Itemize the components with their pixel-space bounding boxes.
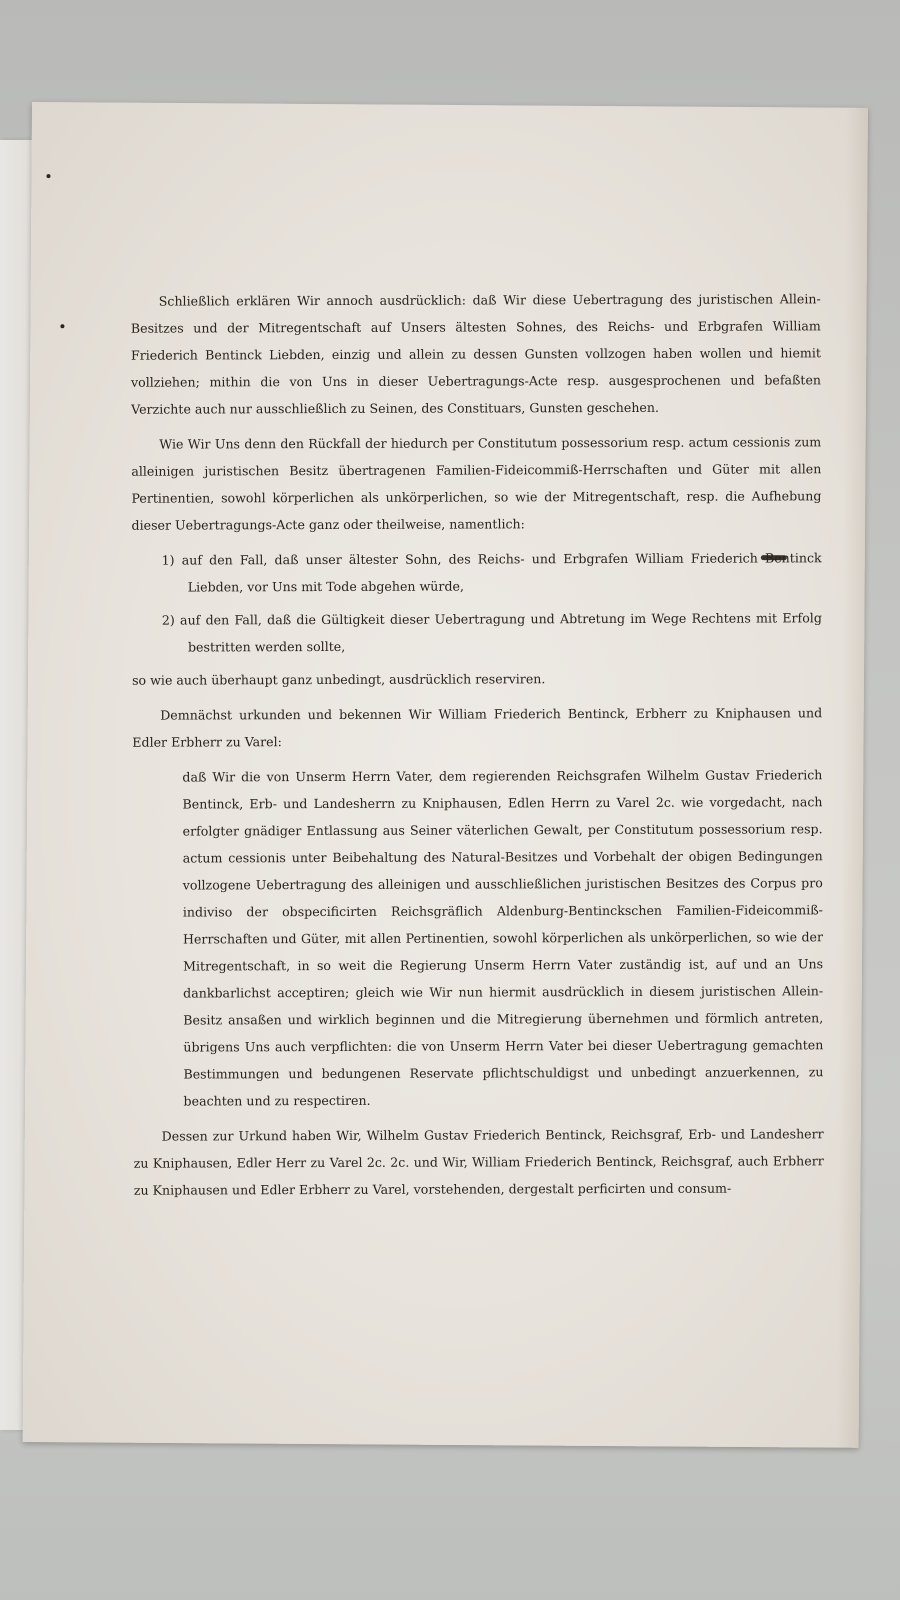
document-text	[131, 285, 824, 1211]
ink-spot	[46, 174, 50, 178]
list-item-2: 2) auf den Fall, daß die Gültigkeit dieser Uebertragung und Abtretung im Wege Rechtens mit Erfolg bestritten werden sollte,	[161, 610, 822, 655]
ink-spot	[60, 324, 64, 328]
paragraph-declaration-body: daß Wir die von Unserm Herrn Vater, dem regierenden Reichsgrafen Wilhelm Gustav Friederich Bentinck, Erb- und Landesherrn zu Kniphausen, Edlen Herrn zu Varel 2c. wie vorgedacht, nach erfolgter gnädiger Entlassung aus Seiner väterlichen Gewalt, per Constitutum possessorium resp. actum cessionis unter Beibehaltung des Natural-Besitzes und Vorbehalt der obigen Bedingungen vollzogene Uebertragung des alleinigen und ausschließlichen juristischen Besitzes des Corpus pro indiviso der obspecificirten Reichsgräflich Aldenburg-Bentinckschen Familien-Fideicommiß-Herrschaften und Güter, mit allen Pertinentien, sowohl körperlichen als unkörperlichen, so wie der Mitregentschaft, in so weit die Regierung Unserm Herrn Vater zuständig ist, auf und an Uns dankbarlichst acceptiren; gleich wie Wir nun hiermit ausdrücklich in diesem juristischen Allein-Besitz ansaßen und wirklich beginnen und die Mitregierung übernehmen und förmlich antreten, übrigens Uns auch verpflichten: die von Unserm Herrn Vater bei dieser Uebertragung gemachten Bestimmungen und bedungenen Reservate pflichtschuldigst und unbedingt anzuerkennen, zu beachten und zu respectiren.	[182, 767, 824, 1109]
paragraph-conclusion: Schließlich erklären Wir annoch ausdrücklich: daß Wir diese Uebertragung des juristischen Allein-Besitzes und der Mitregentschaft auf Unsers ältesten Sohnes, des Reichs- und Erbgrafen William Friederich Bentinck Liebden, einzig und allein zu dessen Gunsten vollzogen haben wollen und hiemit vollziehen; mithin die von Uns in dieser Uebertragungs-Acte resp. ausgesprochenen und befaßten Verzichte auch nur ausschließlich zu Seinen, des Constituars, Gunsten geschehen.	[130, 291, 822, 417]
list-item-1: 1) auf den Fall, daß unser ältester Sohn, des Reichs- und Erbgrafen William Friederich Bentinck Liebden, vor Uns mit Tode abgehen würde,	[161, 550, 822, 595]
paragraph-declaration-intro: Demnächst urkunden und bekennen Wir William Friederich Bentinck, Erbherr zu Kniphausen und Edler Erbherr zu Varel:	[132, 705, 823, 750]
paragraph-reservation: so wie auch überhaupt ganz unbedingt, ausdrücklich reserviren.	[132, 671, 546, 688]
page-edge-shadow	[837, 108, 868, 1448]
paragraph-reversion: Wie Wir Uns denn den Rückfall der hiedurch per Constitutum possessorium resp. actum cessionis zum alleinigen juristischen Besitz übertragenen Familien-Fideicommiß-Herrschaften und Güter mit allen Pertinentien, sowohl körperlichen als unkörperlichen, so wie der Mitregentschaft, resp. die Aufhebung dieser Uebertragungs-Acte ganz oder theilweise, namentlich:	[131, 434, 822, 533]
paragraph-closing: Dessen zur Urkund haben Wir, Wilhelm Gustav Friederich Bentinck, Reichsgraf, Erb- und Landesherr zu Kniphausen, Edler Herr zu Varel 2c. 2c. und Wir, William Friederich Bentinck, Reichsgraf, auch Erbherr zu Kniphausen und Edler Erbherr zu Varel, vorstehenden, dergestalt perficirten und consum-	[133, 1126, 824, 1198]
document-page	[23, 102, 868, 1448]
